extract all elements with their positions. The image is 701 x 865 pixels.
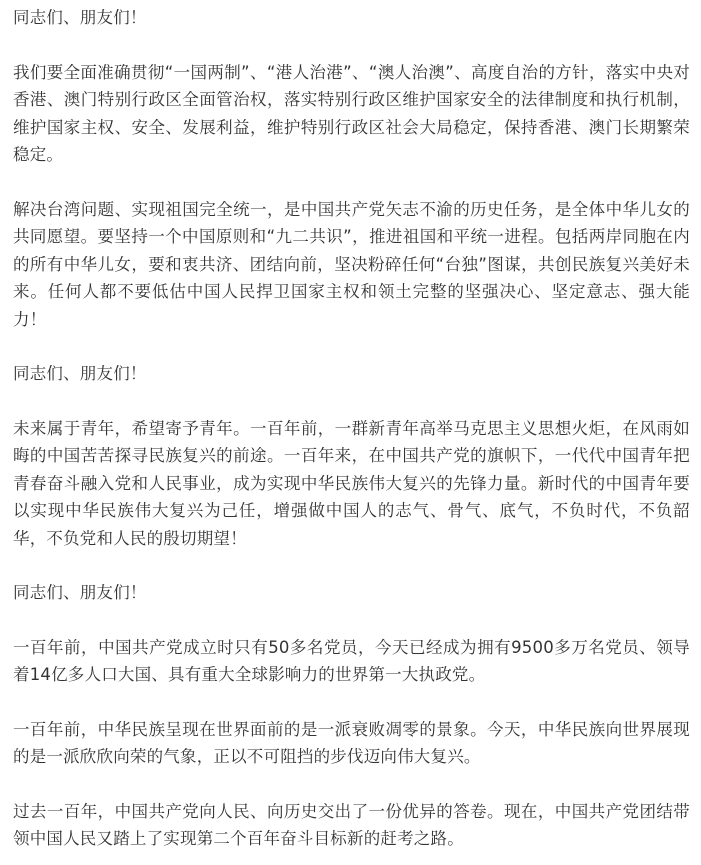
paragraph-youth: 未来属于青年，希望寄予青年。一百年前，一群新青年高举马克思主义思想火炬，在风雨如晦的中国苦苦探寻民族复兴的前途。一百年来，在中国共产党的旗帜下，一代代中国青年把青春奋斗融入党和人民事业，成为实现中华民族伟大复兴的先锋力量。新时代的中国青年要以实现中华民族伟大复兴为己任，增强做中国人的志气、骨气、底气，不负时代，不负韶华，不负党和人民的殷切期望！ [13,418,690,548]
paragraph-greeting-1: 同志们、朋友们！ [13,8,147,27]
paragraph-nation-revival: 一百年前，中华民族呈现在世界面前的是一派衰败凋零的景象。今天，中华民族向世界展现的是一派欣欣向荣的气象，正以不可阻挡的步伐迈向伟大复兴。 [13,719,690,766]
paragraph-party-members: 一百年前，中国共产党成立时只有50多名党员，今天已经成为拥有9500多万名党员、领导着14亿多人口大国、具有重大全球影响力的世界第一大执政党。 [13,637,690,684]
paragraph-greeting-3: 同志们、朋友们！ [13,583,147,602]
paragraph-hong-kong-macao: 我们要全面准确贯彻“一国两制”、“港人治港”、“澳人治澳”、高度自治的方针，落实中央对香港、澳门特别行政区全面管治权，落实特别行政区维护国家安全的法律制度和执行机制，维护国家主权、安全、发展利益，维护特别行政区社会大局稳定，保持香港、澳门长期繁荣稳定。 [13,62,690,164]
paragraph-past-century: 过去一百年，中国共产党向人民、向历史交出了一份优异的答卷。现在，中国共产党团结带领中国人民又踏上了实现第二个百年奋斗目标新的赶考之路。 [13,801,690,848]
paragraph-greeting-2: 同志们、朋友们！ [13,364,147,383]
paragraph-taiwan: 解决台湾问题、实现祖国完全统一，是中国共产党矢志不渝的历史任务，是全体中华儿女的共同愿望。要坚持一个中国原则和“九二共识”，推进祖国和平统一进程。包括两岸同胞在内的所有中华儿女，要和衷共济、团结向前，坚决粉碎任何“台独”图谋，共创民族复兴美好未来。任何人都不要低估中国人民捍卫国家主权和领土完整的坚强决心、坚定意志、强大能力！ [13,199,690,329]
